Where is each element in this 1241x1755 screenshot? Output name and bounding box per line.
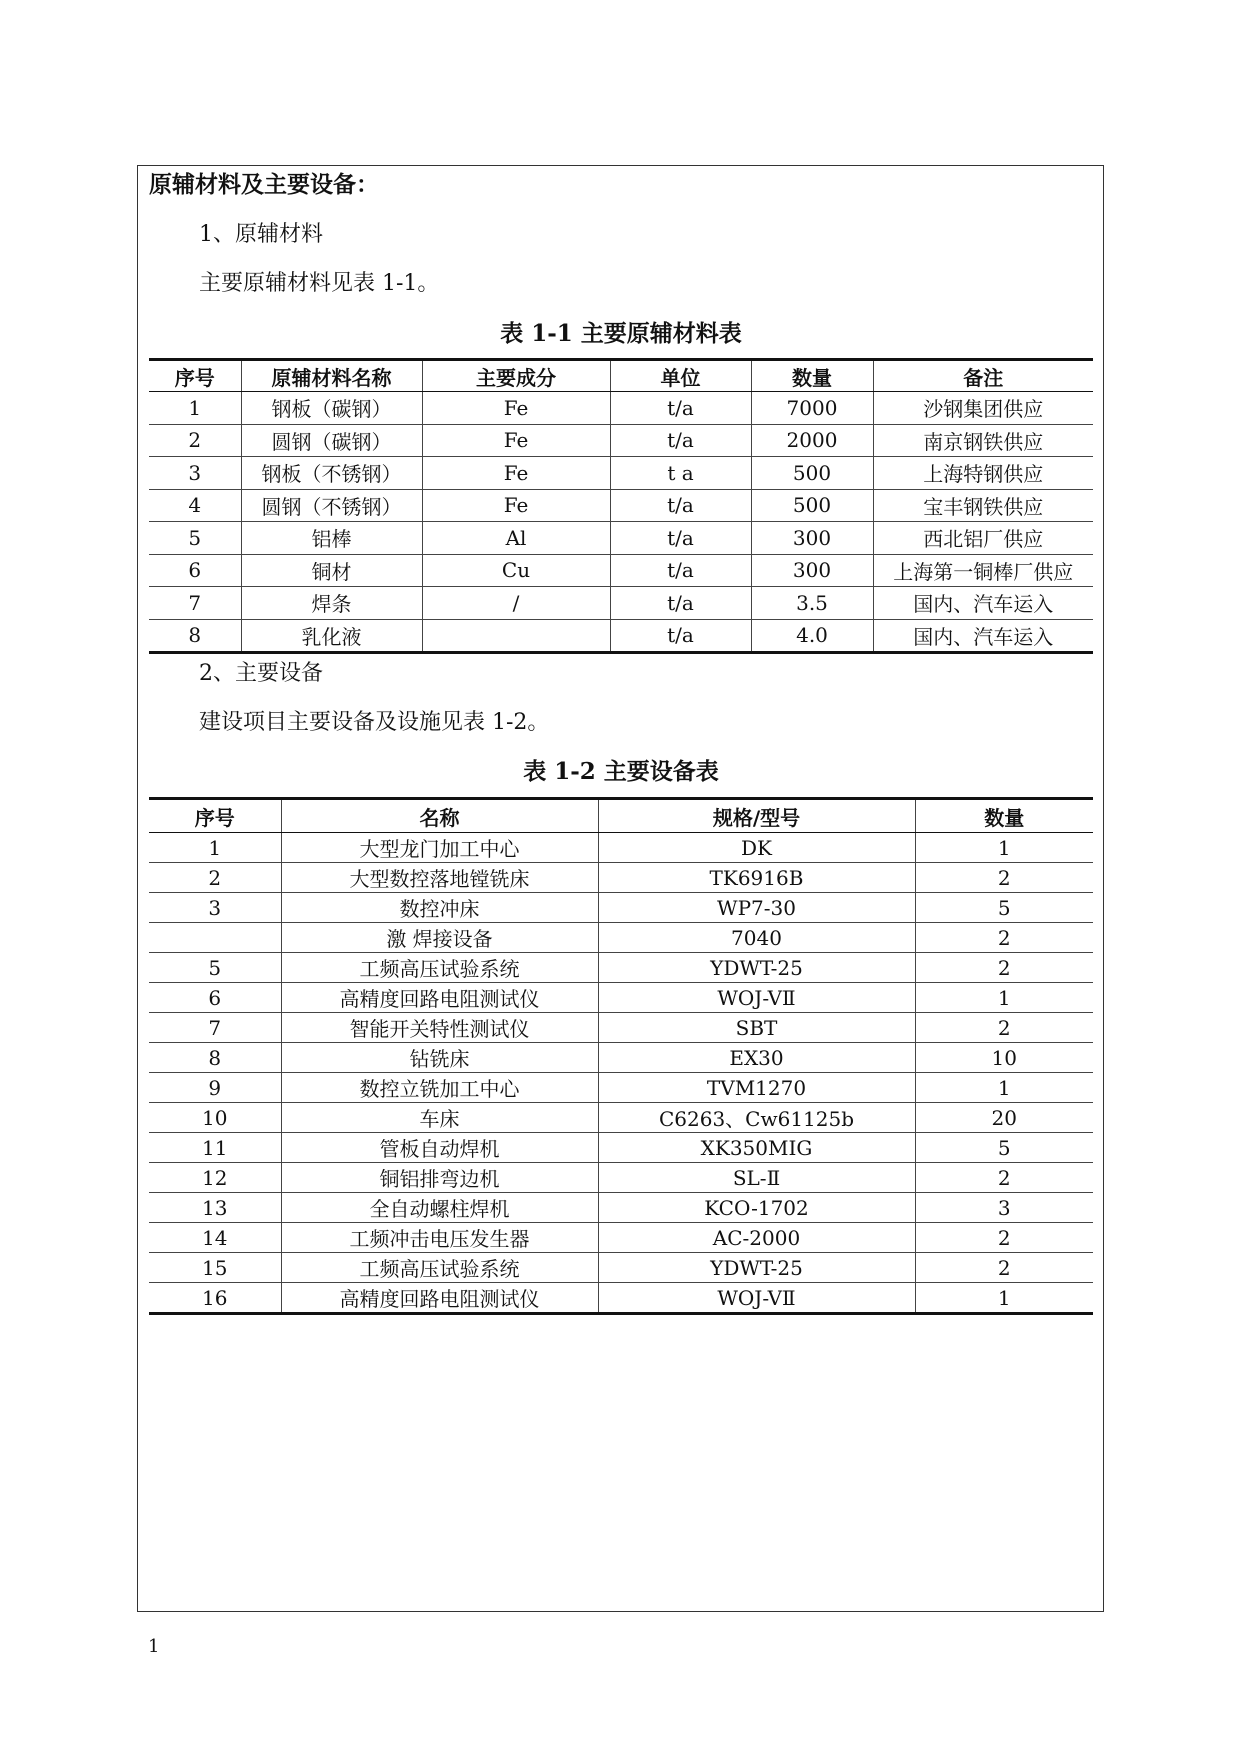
table-cell: t/a [610,392,751,425]
section-heading: 原辅材料及主要设备： [149,171,379,198]
table-row [149,457,1093,490]
table-cell: 5 [915,893,1093,923]
table-cell: AC-2000 [598,1223,915,1253]
table-cell: Fe [422,489,610,522]
table-cell: 沙钢集团供应 [873,392,1093,425]
table-cell: t/a [610,522,751,555]
table-cell: 上海第一铜棒厂供应 [873,554,1093,587]
table-cell: XK350MIG [598,1133,915,1163]
table-cell: 圆钢（碳钢） [241,424,422,457]
table-cell: 10 [149,1103,281,1133]
table-row [149,1073,1093,1103]
column-header: 名称 [281,799,598,833]
table-cell: 5 [149,953,281,983]
table-row [149,1043,1093,1073]
table-cell: 2 [915,1013,1093,1043]
table-cell: t/a [610,554,751,587]
table-cell: 11 [149,1133,281,1163]
table-cell: DK [598,833,915,863]
table-cell: t/a [610,619,751,653]
table-row [149,923,1093,953]
table-cell: 焊条 [241,587,422,620]
table-cell: 2 [149,863,281,893]
table-cell: 大型龙门加工中心 [281,833,598,863]
table-row [149,833,1093,863]
table-cell: 钢板（碳钢） [241,392,422,425]
table-cell: 4 [149,489,241,522]
table-cell: 铜材 [241,554,422,587]
table-cell: 300 [751,554,873,587]
table-cell: 2000 [751,424,873,457]
table-cell: 全自动螺柱焊机 [281,1193,598,1223]
table-cell [149,923,281,953]
table-cell: 激 焊接设备 [281,923,598,953]
section1-title: 1、原辅材料 [199,222,323,247]
table-row [149,893,1093,923]
table-cell: 15 [149,1253,281,1283]
table-cell: 8 [149,1043,281,1073]
table-cell: 7040 [598,923,915,953]
table-cell: 数控立铣加工中心 [281,1073,598,1103]
table-row [149,1193,1093,1223]
table-row [149,863,1093,893]
table-row [149,1253,1093,1283]
table-cell: 7 [149,1013,281,1043]
table-cell: 工频高压试验系统 [281,1253,598,1283]
table1-caption: 表 1-1 主要原辅材料表 [500,320,742,347]
table-cell: 2 [915,923,1093,953]
table-cell: 上海特钢供应 [873,457,1093,490]
column-header: 序号 [149,360,241,392]
table-cell: 8 [149,619,241,653]
table-row [149,522,1093,555]
table-cell: 工频冲击电压发生器 [281,1223,598,1253]
table-cell: t/a [610,424,751,457]
table-cell: 3.5 [751,587,873,620]
table-cell: YDWT-25 [598,1253,915,1283]
table-cell: 乳化液 [241,619,422,653]
table-header-row [149,799,1093,833]
table-cell: YDWT-25 [598,953,915,983]
table-cell: 圆钢（不锈钢） [241,489,422,522]
table-row [149,983,1093,1013]
column-header: 原辅材料名称 [241,360,422,392]
table-row [149,1223,1093,1253]
table-cell: 智能开关特性测试仪 [281,1013,598,1043]
table-cell: EX30 [598,1043,915,1073]
table-cell: 1 [915,983,1093,1013]
table-cell: SBT [598,1013,915,1043]
table-cell: KCO-1702 [598,1193,915,1223]
table-cell: 2 [149,424,241,457]
table-cell: t/a [610,489,751,522]
table-row [149,619,1093,653]
table-cell: 2 [915,1223,1093,1253]
table-cell: 西北铝厂供应 [873,522,1093,555]
table-cell: 工频高压试验系统 [281,953,598,983]
table-cell: t a [610,457,751,490]
table-row [149,1103,1093,1133]
table2-caption: 表 1-2 主要设备表 [523,758,719,785]
table-cell: Fe [422,424,610,457]
table-cell: 管板自动焊机 [281,1133,598,1163]
table-cell: 2 [915,1163,1093,1193]
table-cell: 钢板（不锈钢） [241,457,422,490]
table-row [149,587,1093,620]
table-cell: 大型数控落地镗铣床 [281,863,598,893]
table-row [149,1163,1093,1193]
table-row [149,424,1093,457]
materials-table [149,358,1093,654]
table-cell: TVM1270 [598,1073,915,1103]
table-cell: 1 [915,1283,1093,1314]
table-cell: 数控冲床 [281,893,598,923]
table-cell: 宝丰钢铁供应 [873,489,1093,522]
table-row [149,1133,1093,1163]
table-row [149,1283,1093,1314]
column-header: 规格/型号 [598,799,915,833]
section2-title: 2、主要设备 [199,661,323,686]
column-header: 单位 [610,360,751,392]
table-cell: 5 [915,1133,1093,1163]
table-cell: 1 [149,833,281,863]
table-cell: 1 [915,1073,1093,1103]
table-cell: 9 [149,1073,281,1103]
table-cell: Fe [422,392,610,425]
table-row [149,953,1093,983]
column-header: 序号 [149,799,281,833]
table-cell: 钻铣床 [281,1043,598,1073]
table-cell: 14 [149,1223,281,1253]
table-cell: 3 [149,457,241,490]
table-cell: 6 [149,554,241,587]
table-cell: 13 [149,1193,281,1223]
table-cell: 6 [149,983,281,1013]
table-cell: 铜铝排弯边机 [281,1163,598,1193]
table-cell: 20 [915,1103,1093,1133]
table-cell: WP7-30 [598,893,915,923]
table-cell: 7000 [751,392,873,425]
table-row [149,554,1093,587]
table-cell: 3 [149,893,281,923]
table-cell: 1 [149,392,241,425]
table-cell [422,619,610,653]
table-cell: 高精度回路电阻测试仪 [281,1283,598,1314]
table-cell: 4.0 [751,619,873,653]
table-cell: 2 [915,953,1093,983]
table-header-row [149,360,1093,392]
column-header: 数量 [915,799,1093,833]
equipment-table [149,797,1093,1315]
table-cell: 500 [751,489,873,522]
section1-intro: 主要原辅材料见表 1-1。 [199,271,440,296]
table-cell: 500 [751,457,873,490]
table-cell: Cu [422,554,610,587]
page-number: 1 [148,1636,160,1657]
table-cell: 2 [915,863,1093,893]
table-cell: 7 [149,587,241,620]
column-header: 主要成分 [422,360,610,392]
table-cell: WOJ-VⅡ [598,1283,915,1314]
table-cell: 10 [915,1043,1093,1073]
table-cell: 车床 [281,1103,598,1133]
table-row [149,392,1093,425]
table-cell: 铝棒 [241,522,422,555]
table-cell: 高精度回路电阻测试仪 [281,983,598,1013]
table-cell: 12 [149,1163,281,1193]
table-cell: 南京钢铁供应 [873,424,1093,457]
table-cell: 300 [751,522,873,555]
column-header: 备注 [873,360,1093,392]
table-cell: / [422,587,610,620]
table-cell: C6263、Cw61125b [598,1103,915,1133]
table-cell: 2 [915,1253,1093,1283]
table-cell: 国内、汽车运入 [873,587,1093,620]
table-cell: Fe [422,457,610,490]
table-cell: TK6916B [598,863,915,893]
table-row [149,1013,1093,1043]
table-cell: 5 [149,522,241,555]
section2-intro: 建设项目主要设备及设施见表 1-2。 [199,710,550,735]
table-row [149,489,1093,522]
table-cell: t/a [610,587,751,620]
column-header: 数量 [751,360,873,392]
table-cell: SL-Ⅱ [598,1163,915,1193]
table-cell: Al [422,522,610,555]
table-cell: 国内、汽车运入 [873,619,1093,653]
table-cell: 3 [915,1193,1093,1223]
table-cell: WOJ-VⅡ [598,983,915,1013]
table-cell: 1 [915,833,1093,863]
table-cell: 16 [149,1283,281,1314]
